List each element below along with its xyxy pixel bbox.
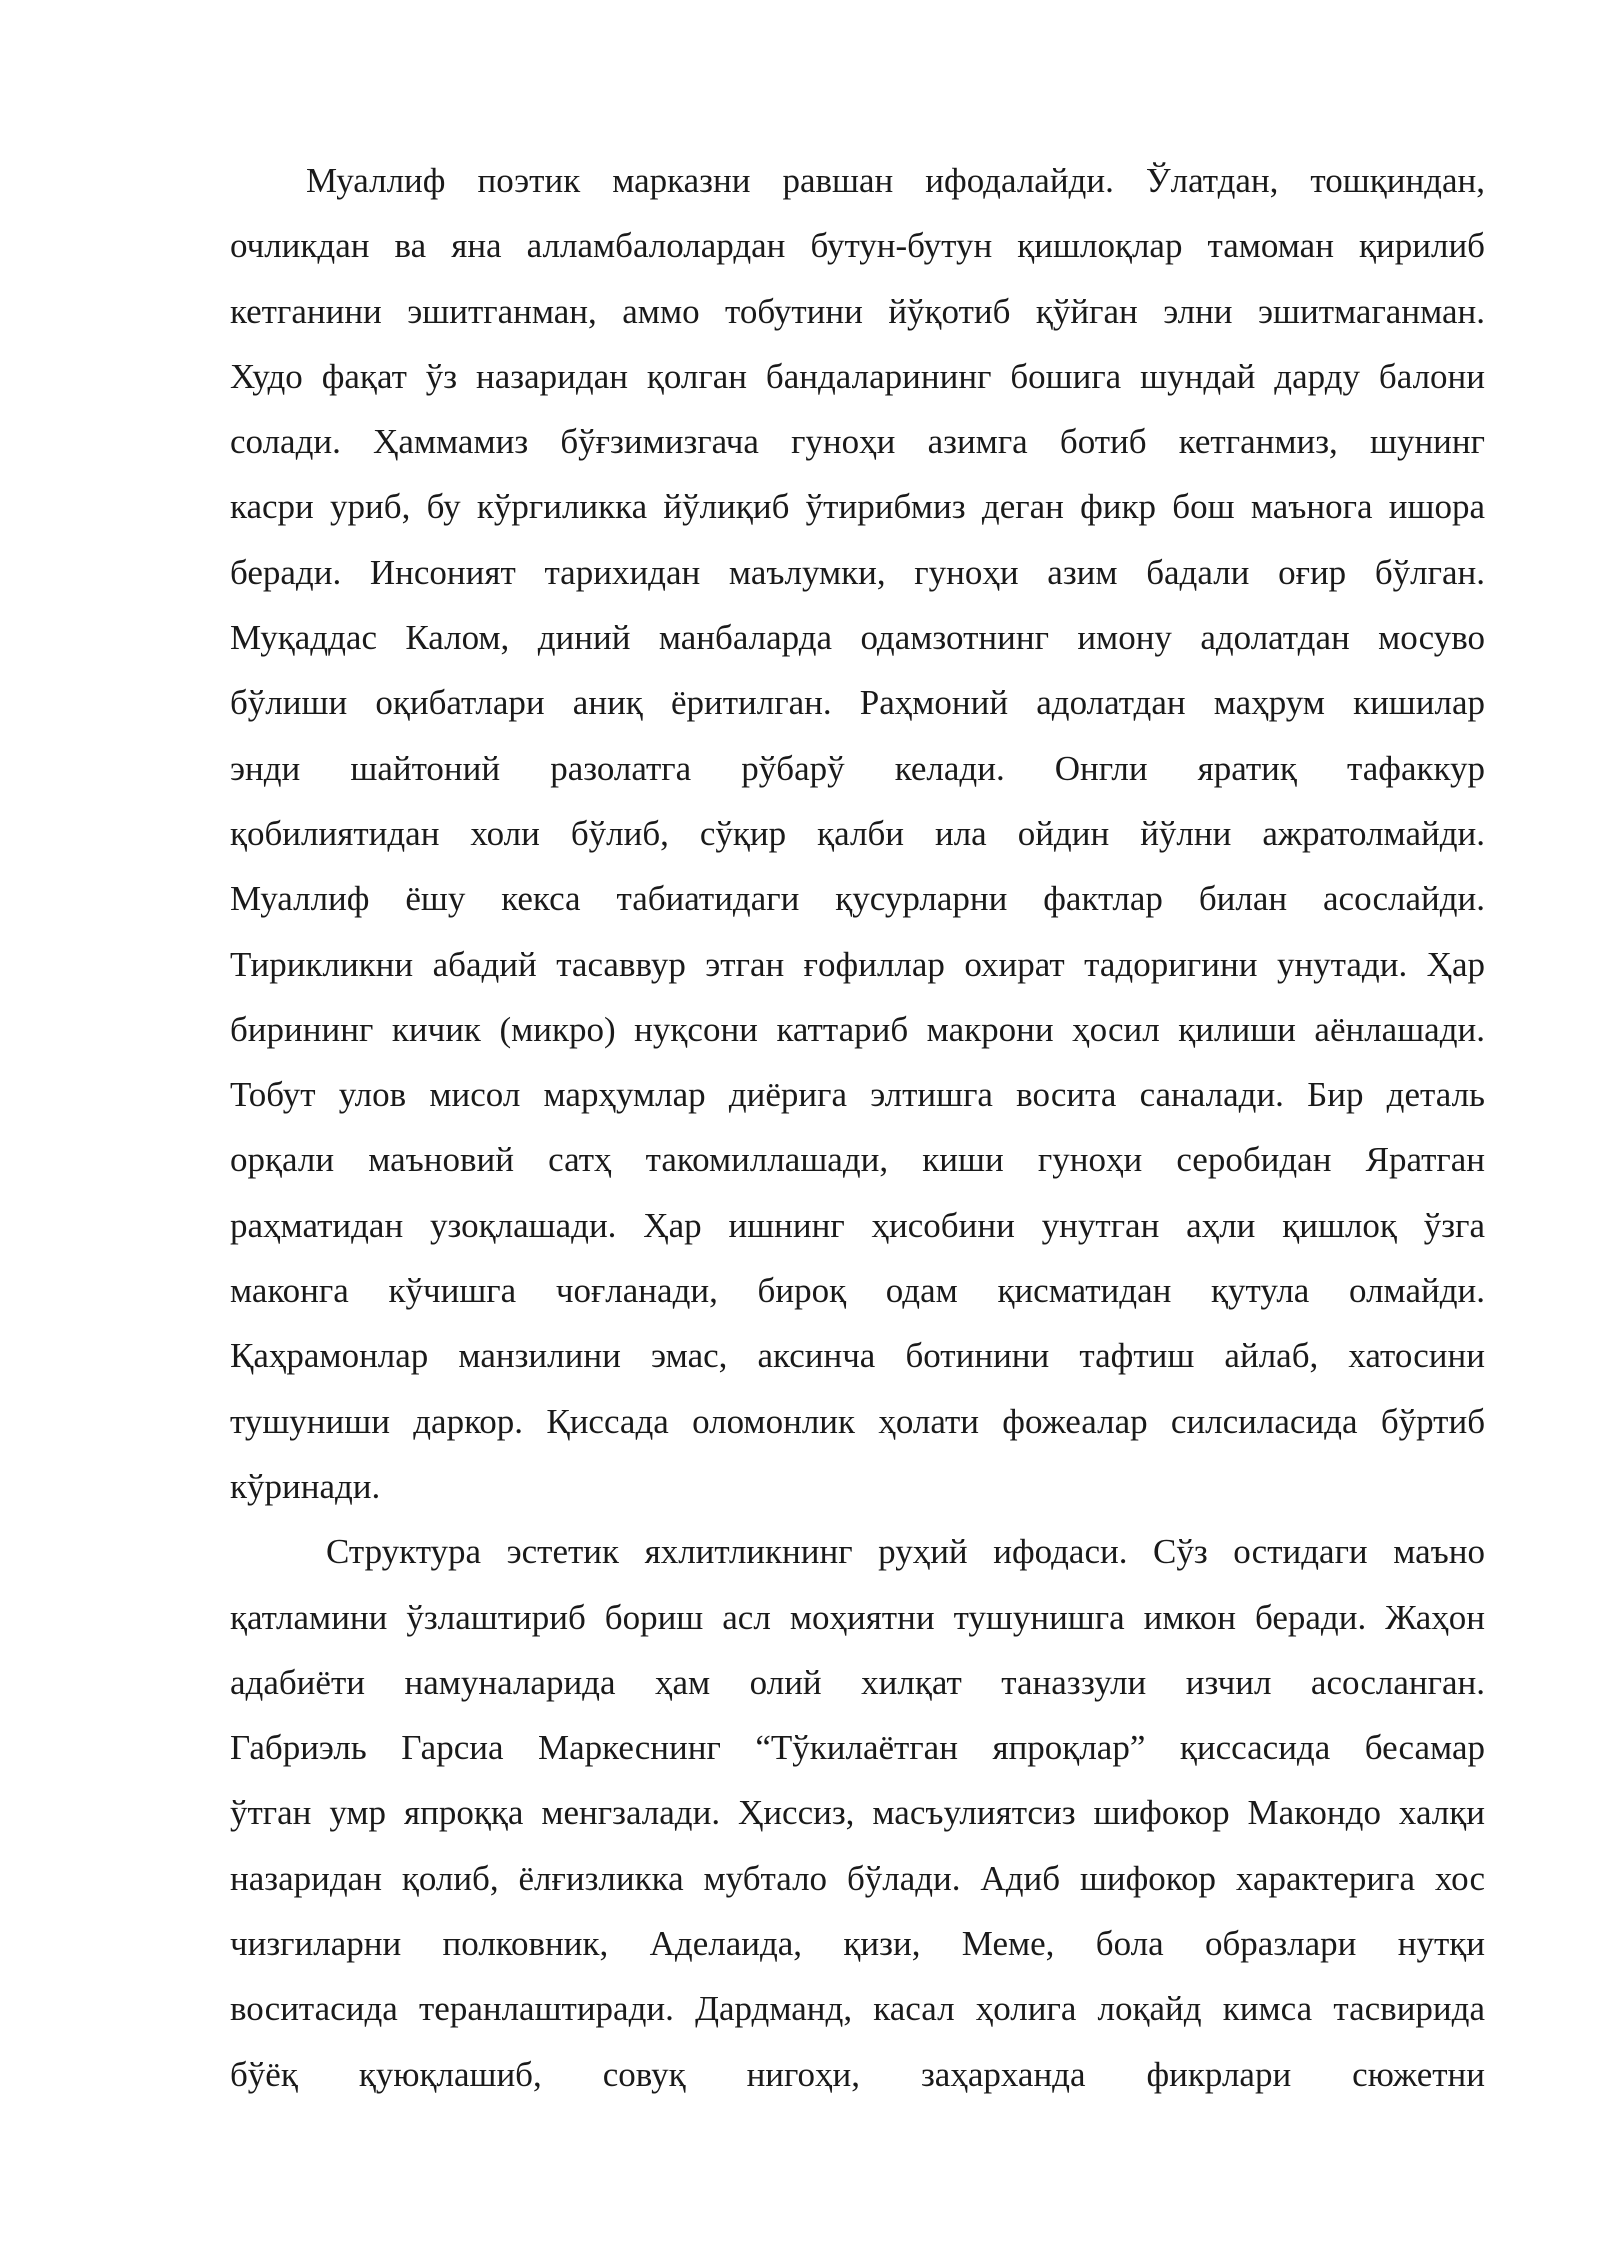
document-body: [230, 148, 1485, 2107]
paragraph-2: [230, 1519, 1485, 2107]
text-line: қобилиятидан холи бўлиб, сўқир қалби ила ойдин йўлни ажратолмайди.: [230, 813, 1485, 853]
text-line: Қаҳрамонлар манзилини эмас, аксинча ботинини тафтиш айлаб, хатосини: [230, 1336, 1485, 1376]
text-line: маконга кўчишга чоғланади, бироқ одам қисматидан қутула олмайди.: [230, 1271, 1485, 1311]
text-line: Муқаддас Калом, диний манбаларда одамзотнинг имону адолатдан мосуво: [230, 618, 1485, 658]
text-line: ўтган умр япроққа менгзалади. Ҳиссиз, масъулиятсиз шифокор Макондо халқи: [230, 1793, 1485, 1833]
text-line: бўлиши оқибатлари аниқ ёритилган. Раҳмоний адолатдан маҳрум кишилар: [230, 683, 1485, 723]
paragraph-1: [230, 148, 1485, 1519]
text-line: назаридан қолиб, ёлғизликка мубтало бўлади. Адиб шифокор характерига хос: [230, 1858, 1485, 1898]
text-line: қатламини ўзлаштириб бориш асл моҳиятни тушунишга имкон беради. Жаҳон: [230, 1597, 1485, 1637]
text-line: Габриэль Гарсиа Маркеснинг “Тўкилаётган япроқлар” қиссасида бесамар: [230, 1728, 1485, 1768]
text-line: орқали маъновий сатҳ такомиллашади, киши гуноҳи серобидан Яратган: [230, 1140, 1485, 1180]
text-line: тушуниши даркор. Қиссада оломонлик ҳолати фожеалар силсиласида бўртиб: [230, 1401, 1485, 1441]
text-line: Структура эстетик яхлитликнинг руҳий ифодаси. Сўз остидаги маъно: [326, 1532, 1485, 1572]
text-line: Муаллиф ёшу кекса табиатидаги қусурларни фактлар билан асослайди.: [230, 879, 1485, 919]
text-line: очликдан ва яна алламбалолардан бутун-бутун қишлоқлар тамоман қирилиб: [230, 226, 1485, 266]
text-line: солади. Ҳаммамиз бўғзимизгача гуноҳи азимга ботиб кетганмиз, шунинг: [230, 422, 1485, 462]
text-line: энди шайтоний разолатга рўбарў келади. Онгли яратиқ тафаккур: [230, 748, 1485, 788]
text-line: Тирикликни абадий тасаввур этган ғофиллар охират тадоригини унутади. Ҳар: [230, 944, 1485, 984]
text-line: бўёқ қуюқлашиб, совуқ нигоҳи, заҳарханда фикрлари сюжетни: [230, 2054, 1485, 2094]
text-line: Муаллиф поэтик марказни равшан ифодалайди. Ўлатдан, тошқиндан,: [306, 161, 1485, 200]
text-line: Худо фақат ўз назаридан қолган бандаларининг бошига шундай дарду балони: [230, 356, 1485, 396]
text-line: касри уриб, бу кўргиликка йўлиқиб ўтирибмиз деган фикр бош маънога ишора: [230, 487, 1485, 527]
text-line: Тобут улов мисол марҳумлар диёрига элтишга восита саналади. Бир деталь: [230, 1075, 1485, 1115]
text-line: беради. Инсоният тарихидан маълумки, гуноҳи азим бадали оғир бўлган.: [230, 552, 1485, 592]
text-line: раҳматидан узоқлашади. Ҳар ишнинг ҳисобини унутган аҳли қишлоқ ўзга: [230, 1205, 1485, 1245]
text-line: адабиёти намуналарида ҳам олий хилқат таназзули изчил асосланган.: [230, 1662, 1485, 1702]
text-line: кўринади.: [230, 1466, 381, 1506]
text-line: кетганини эшитганман, аммо тобутини йўқотиб қўйган элни эшитмаганман.: [230, 291, 1485, 331]
text-line: бирининг кичик (микро) нуқсони каттариб макрони ҳосил қилиши аёнлашади.: [230, 1009, 1485, 1049]
text-line: чизгиларни полковник, Аделаида, қизи, Меме, бола образлари нутқи: [230, 1924, 1485, 1964]
text-line: воситасида теранлаштиради. Дардманд, касал ҳолига лоқайд кимса тасвирида: [230, 1989, 1485, 2029]
